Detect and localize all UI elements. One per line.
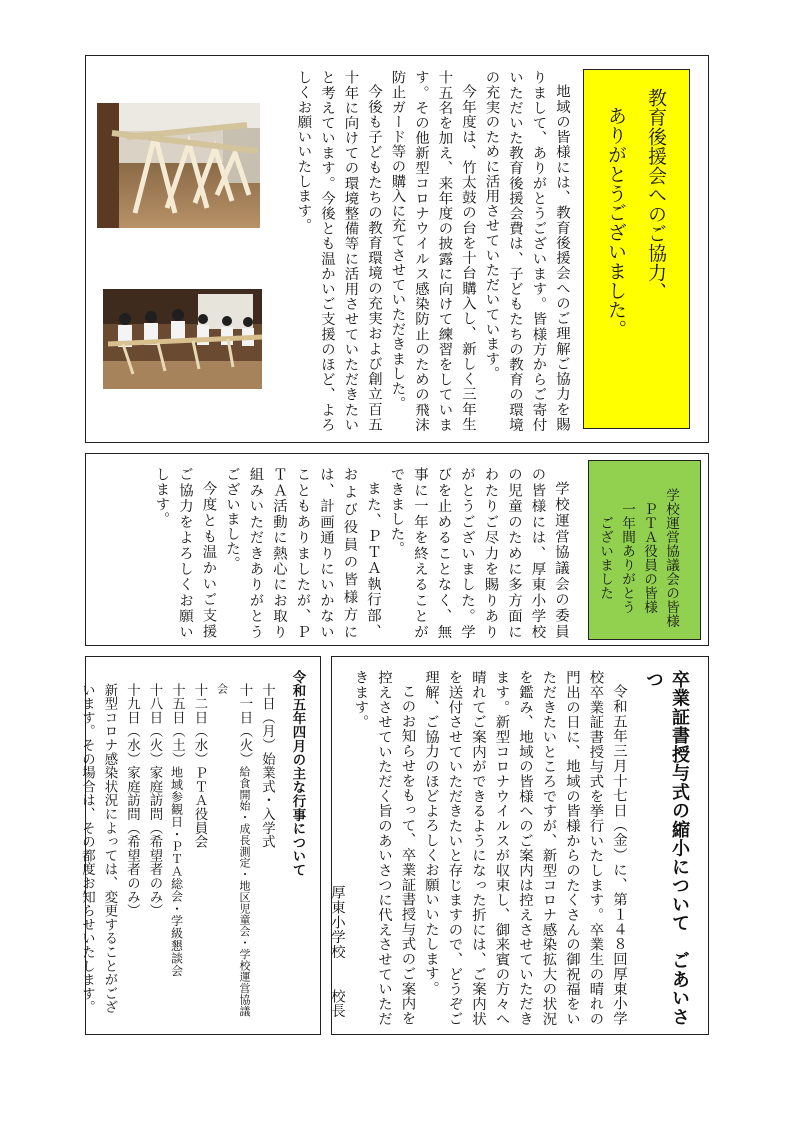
support-association-section — [85, 55, 709, 443]
graduation-ceremony-content — [329, 670, 692, 1026]
council-thanks-section — [85, 453, 709, 646]
event-date: 十八日（火） — [147, 683, 162, 767]
title-line: ＰＴＡ役員の皆様 — [641, 502, 657, 614]
april-events-content — [79, 670, 308, 1026]
event-item — [255, 670, 278, 1026]
council-thanks-body — [142, 467, 572, 639]
event-item — [143, 670, 166, 1026]
event-item — [165, 670, 188, 1026]
april-events-section — [79, 656, 321, 1035]
event-desc: 地域参観日・ＰＴＡ総会・学級懇談会 — [169, 766, 184, 978]
event-date: 十日（月） — [259, 683, 275, 753]
title-line: 学校運営協議会の皆様 — [663, 488, 679, 628]
paragraph: また、ＰＴＡ執行部、および役員の皆様方には、計画通りにいかないこともありましたが、ＰＴＡ活動に熱心にお取り組みいただきありがとうございました。 — [224, 467, 381, 639]
event-desc: ＰＴＡ役員会 — [192, 766, 207, 850]
support-association-body — [288, 70, 573, 432]
paragraph: 学校運営協議会の委員の皆様には、厚東小学校の児童のために多方面にわたりご尽力を賜りありがとうございました。学びを止めることなく、無事に一年を終えることができました。 — [388, 467, 569, 639]
event-desc: 家庭訪問（希望者のみ） — [124, 766, 140, 919]
paragraph: 今年度は、竹太鼓の台を十台購入し、新しく三年生十五名を加え、来年度の披露に向けて練習をしています。その他新型コロナウイルス感染防止のための飛沫防止ガード等の購入に充てさせていただきました。 — [389, 70, 476, 432]
graduation-title: 卒業証書授与式の縮小について ごあいさつ — [643, 670, 690, 1026]
events-title: 令和五年四月の主な行事について — [290, 670, 305, 877]
support-association-title — [583, 69, 690, 429]
event-item — [188, 670, 211, 1026]
paragraph: 今後も子どもたちの教育環境の充実および創立百五十年に向けての環境整備等に活用させていただきたいと考えています。今後とも温かいご支援のほど、よろしくお願いいたします。 — [295, 70, 382, 432]
title-line: ございました — [597, 516, 613, 600]
event-date: 十二日（水） — [192, 683, 207, 767]
title-line: 教育後援会へのご協力、 — [645, 88, 667, 302]
paragraph: 今度とも温かいご支援ご協力をよろしくお願いします。 — [153, 467, 217, 639]
event-date: 十九日（水） — [124, 683, 140, 767]
event-item — [120, 670, 143, 1026]
signature: 厚東小学校 校長 — [329, 884, 345, 1018]
bamboo-drum-stands-photo — [97, 103, 260, 228]
paragraph: このお知らせをもって、卒業証書授与式のご案内を控えさせていただく旨のあいさつに代えさせていただきます。 — [352, 670, 416, 1026]
events-note: 新型コロナ感染状況によっては、変更することがございます。その場合は、その都度お知らせいたします。 — [79, 683, 117, 1015]
title-line: ありがとうございました。 — [605, 106, 627, 339]
paragraph: 地域の皆様には、教育後援会へのご理解ご協力を賜りまして、ありがとうございます。皆様方からご寄付いただいた教育後援会費は、子どもたちの教育の環境の充実のために活用させていただいています。 — [483, 70, 570, 432]
students-practicing-photo — [103, 289, 262, 389]
council-thanks-title — [588, 460, 701, 640]
paragraph: 令和五年三月十七日（金）に、第１４８回厚東小学校卒業証書授与式を挙行いたします。卒業生の晴れの門出の日に、地域の皆様からのたくさんの御祝福をいただきたいところですが、新型コロナ感染拡大の状況を鑑み、地域の皆様へのご案内は控えさせていただきます。新型コロナウイルスが収束し、御来賓の方々へ晴れてご案内ができるようになった折には、ご案内状を送付させていただきたいと存じますので、どうぞご理解、ご協力のほどよろしくお願いいたします。 — [423, 670, 627, 1026]
event-date: 十一日（火） — [237, 683, 252, 767]
title-line: 一年間ありがとう — [619, 502, 635, 614]
event-desc: 家庭訪問（希望者のみ） — [147, 766, 162, 919]
event-desc: 始業式・入学式 — [259, 752, 275, 849]
graduation-ceremony-section — [331, 656, 709, 1035]
event-desc: 給食開始・成長測定・地区児童会・学校運営協議会 — [215, 683, 251, 1018]
event-date: 十五日（土） — [169, 683, 185, 767]
event-item — [210, 670, 255, 1026]
